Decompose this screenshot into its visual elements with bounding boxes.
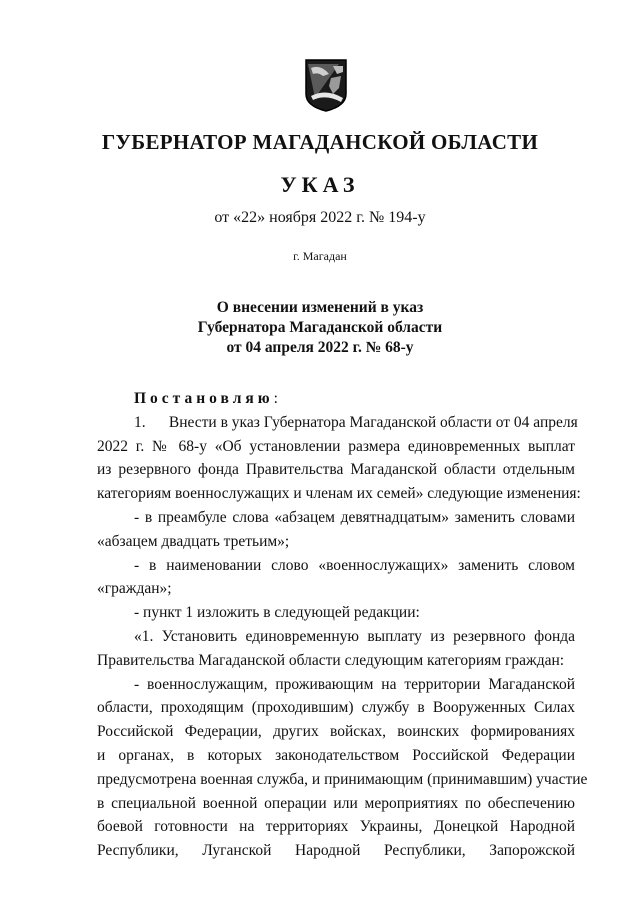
document-city: г. Магадан: [293, 249, 347, 263]
body-line: в специальной военной операции или мероприятиях по обеспечению: [97, 794, 575, 812]
subject-line: О внесении изменений в указ: [216, 299, 424, 316]
body-line: - в наименовании слово «военнослужащих» заменить словом: [134, 556, 575, 574]
body-line: - военнослужащим, проживающим на территории Магаданской: [134, 675, 575, 693]
body-line: и органах, в которых законодательством Российской Федерации: [97, 746, 575, 764]
document-subject: [0, 298, 640, 358]
decree-word: Постановляю: [134, 390, 274, 407]
body-line: - в преамбуле слова «абзацем девятнадцатым» заменить словами: [134, 508, 575, 526]
body-line: из резервного фонда Правительства Магаданской области отдельным: [97, 461, 575, 479]
body-line: Республики, Луганской Народной Республики, Запорожской: [97, 842, 575, 860]
document-body: [97, 387, 588, 863]
body-line: «абзацем двадцать третьим»;: [97, 532, 290, 550]
body-line: «1. Установить единовременную выплату из резервного фонда: [134, 627, 575, 645]
body-line: 2022 г. № 68-у «Об установлении размера единовременных выплат: [97, 437, 575, 455]
body-line: Правительства Магаданской области следующим категориям граждан:: [97, 651, 565, 669]
body-line: - пункт 1 изложить в следующей редакции:: [134, 604, 420, 622]
subject-line: от 04 апреля 2022 г. № 68-у: [226, 339, 414, 356]
decree-colon: :: [273, 390, 278, 407]
body-line: «граждан»;: [97, 580, 172, 598]
body-line: предусмотрена военная служба, и принимающим (принимавшим) участие: [97, 770, 588, 788]
body-line: категориям военнослужащих и членам их семей» следующие изменения:: [97, 485, 581, 503]
body-line: Российской Федерации, других войсках, воинских формированиях: [97, 723, 575, 741]
decree-heading: [97, 387, 575, 411]
body-line: области, проходящим (проходившим) службу в Вооруженных Силах: [97, 699, 575, 717]
body-line: боевой готовности на территориях Украины, Донецкой Народной: [97, 818, 575, 836]
coat-of-arms-emblem: [303, 58, 349, 112]
body-line: 1. Внести в указ Губернатора Магаданской области от 04 апреля: [134, 413, 578, 431]
document-type: УКАЗ: [280, 172, 360, 197]
subject-line: Губернатора Магаданской области: [197, 319, 443, 336]
document-date-number: от «22» ноября 2022 г. № 194-у: [214, 209, 426, 226]
org-title: ГУБЕРНАТОР МАГАДАНСКОЙ ОБЛАСТИ: [101, 130, 539, 154]
